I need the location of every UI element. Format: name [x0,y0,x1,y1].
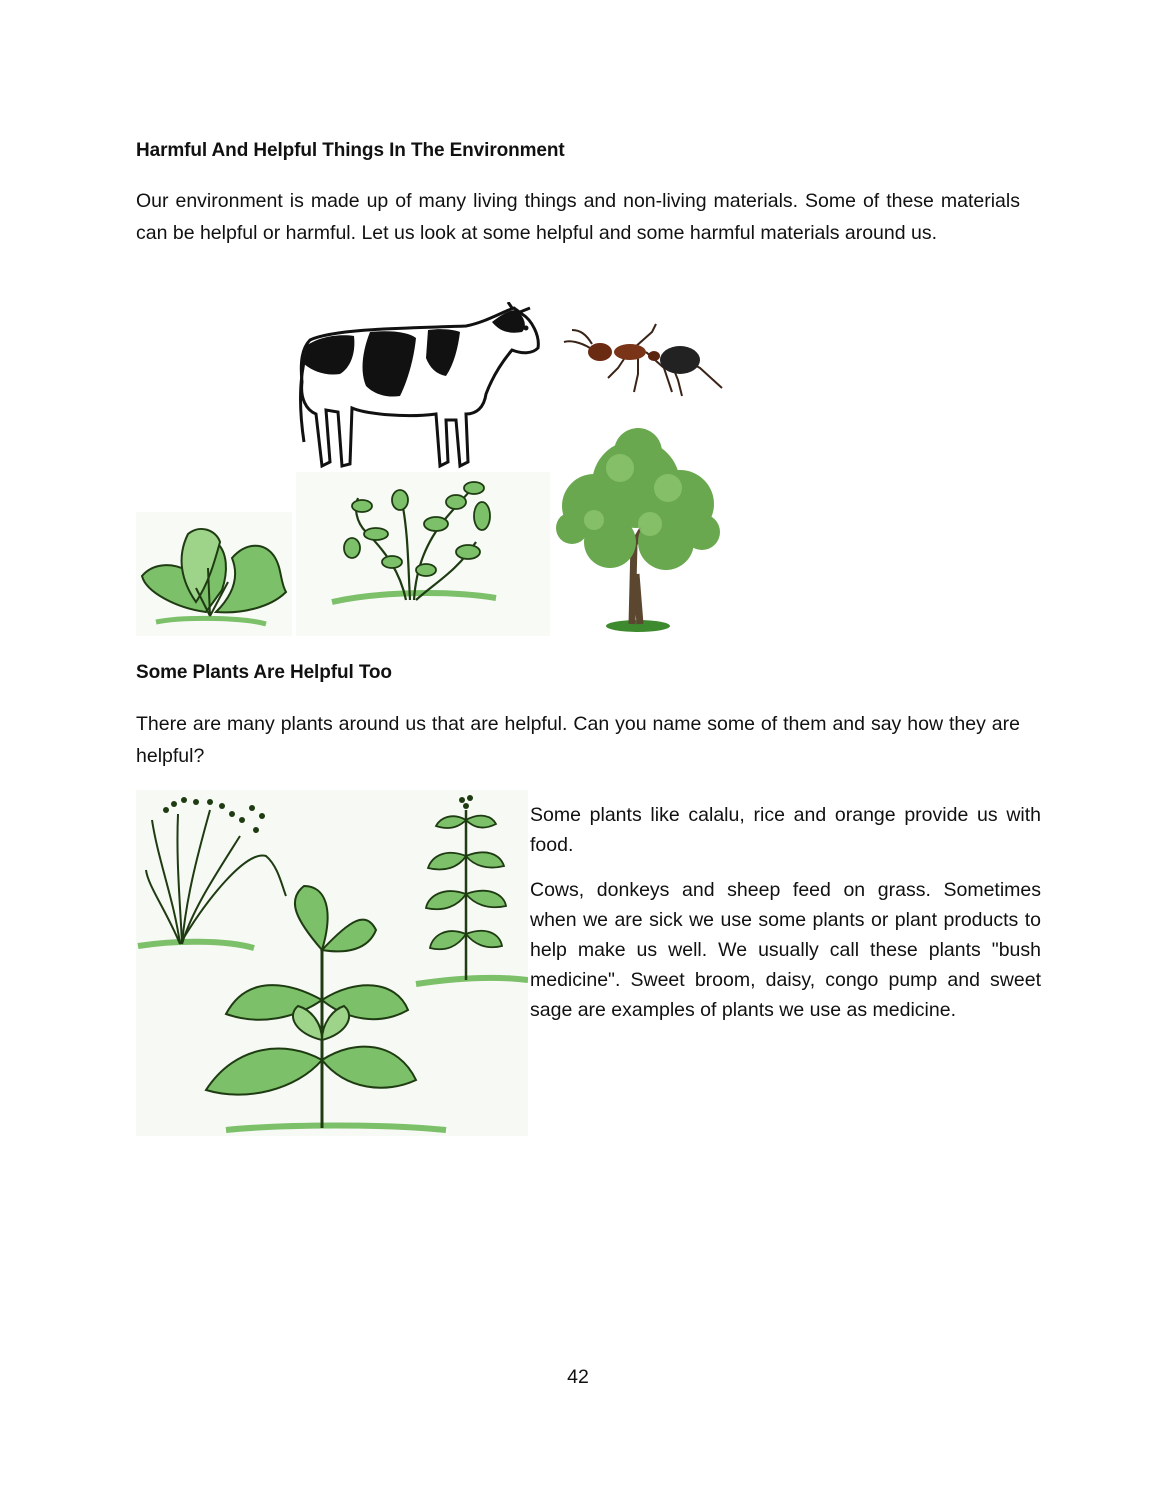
section-heading-helpful-plants: Some Plants Are Helpful Too [136,662,392,683]
plants-illustration [136,790,528,1136]
intro-paragraph: Our environment is made up of many living things and non-living materials. Some of these materials can be helpful or harmful. Let us look at some helpful and some harmful materials around us. [136,190,1020,244]
medicine-plants-paragraph: Cows, donkeys and sheep feed on grass. Sometimes when we are sick we use some plants or plant products to help make us well. We usually call these plants "bush medicine". Sweet broom, daisy, congo pump and sweet sage are examples of plants we use as medicine. [530,879,1041,1021]
leafy-plant-icon [136,512,292,636]
bush-icon [296,472,550,636]
section-heading-harmful-helpful: Harmful And Helpful Things In The Environment [136,140,565,161]
ant-icon [560,318,726,400]
helpful-plants-paragraph: There are many plants around us that are helpful. Can you name some of them and say how they are helpful? [136,713,1020,767]
page-number: 42 [567,1366,589,1388]
cow-icon [296,302,544,472]
food-plants-paragraph: Some plants like calalu, rice and orange provide us with food. [530,804,1041,856]
tree-icon [550,424,726,636]
